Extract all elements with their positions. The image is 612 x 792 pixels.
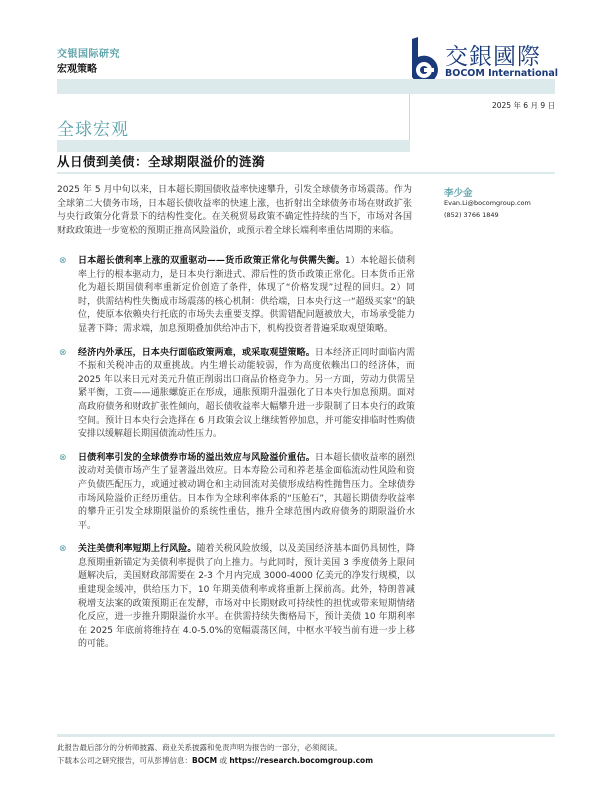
divider — [57, 172, 555, 174]
intro-paragraph: 2025 年 5 月中旬以来，日本超长期国债收益率快速攀升，引发全球债务市场震荡。作为全球第二大债务市场，日本超长债收益率的快速上涨，也折射出全球债务市场在财政扩张与央行政策分化背景下的结构性变化。在关税贸易政策不确定性持续的当下，市场对各国财政政策进一步宽松的预期正推高风险溢价，或预示着全球长端利率重估周期的来临。 — [57, 185, 412, 236]
report-date: 2025 年 6 月 9 日 — [491, 101, 555, 110]
key-points-list — [57, 255, 415, 662]
key-point-lead: 日本超长债利率上涨的双重驱动——货币政策正常化与供需失衡。 — [78, 256, 345, 266]
key-point-lead: 日债利率引发的全球债券市场的溢出效应与风险溢价重估。 — [78, 452, 315, 463]
or-text: 或 — [217, 756, 230, 765]
disclaimer-text: 此报告最后部分的分析师披露、商业关系披露和免责声明为报告的一部分，必须阅读。 — [57, 743, 342, 752]
key-point-body: 日本超长债收益率的剧烈波动对美债市场产生了显著溢出效应。日本寿险公司和养老基金面临流动性风险和资产负债匹配压力，或通过被动调仓和主动回流对美债形成结构性抛售压力。全球债券市场风险溢价正经历重估。日本作为全球利率体系的“压舱石”，其超长期债券收益率的攀升正引发全球期限溢价的系统性重估，推升全球范围内政府债务的期限溢价水平。 — [78, 452, 415, 531]
research-url-link[interactable]: https://research.bocomgroup.com — [229, 756, 374, 765]
key-point — [57, 452, 415, 534]
report-title: 从日债到美债：全球期限溢价的涟漪 — [57, 154, 266, 169]
header-band — [57, 79, 555, 94]
logo-chinese-text: 交銀國際 — [445, 44, 541, 70]
key-point-lead: 关注美债利率短期上行风险。 — [78, 544, 197, 555]
analyst-phone: (852) 3766 1849 — [444, 211, 499, 219]
section-title: 全球宏观 — [57, 120, 129, 140]
key-point-body: 随着关税风险放缓，以及美国经济基本面仍具韧性，降息预期重新锚定为美债利率提供了向上推力。与此同时，预计美国 3 季度债务上限问题解决后，美国财政部需要在 2-3 个月内完成 3000-4000 亿美元的净发行规模，以重建现金缓冲，供给压力下，10 年期美债利率或将重新上探前高。此外，特朗普减税增支法案的政策预期正在发酵，市场对中长期财政可持续性的担忧或带来短期情绪化反应，进一步推升期限溢价水平。在供需持续失衡格局下，预计美债 10 年期利率在 2025 年底前将维持在 4.0-5.0%的宽幅震荡区间，中枢水平较当前有进一步上移的可能。 — [78, 544, 415, 650]
circle-x-icon: ⊗ — [59, 347, 67, 358]
logo-english-text: BOCOM International — [445, 68, 559, 79]
key-point — [57, 347, 415, 442]
analyst-email[interactable]: Evan.Li@bocomgroup.com — [444, 199, 531, 207]
key-point-body: 日本经济正同时面临内需不振和关税冲击的双重挑战。内生增长动能较弱，作为高度依赖出口的经济体，而 2025 年以来日元对美元升值正削弱出口商品价格竞争力。另一方面，劳动力供需呈紧平衡，工资——通胀螺旋正在形成，通胀预期升温强化了日本央行加息预期。面对高政府债务和财政扩张性倾向，超长债收益率大幅攀升进一步限制了日本央行的政策空间。预计日本央行会选择在 6 月政策会议上继续暂停加息，并可能安排临时性购债安排以缓解超长期国债流动性压力。 — [78, 347, 415, 440]
key-point — [57, 255, 415, 337]
key-point-body: 1）本轮超长债利率上行的根本驱动力，是日本央行渐进式、滞后性的货币政策正常化。日本货币正常化为超长期国债利率重新定价创造了条件，体现了“价格发现”过程的回归。2）同时，供需结构性失衡成市场震荡的核心机制：供给端，日本央行这一“超级买家”的缺位，使原本依赖央行托底的市场失去重要支撑。供需错配问题被放大，市场承受能力显著下降；需求端，加息预期叠加供给冲击下，机构投资者普遍采取观望策略。 — [78, 256, 415, 334]
analyst-name: 李少金 — [444, 188, 473, 199]
circle-x-icon: ⊗ — [59, 452, 67, 463]
title-band — [57, 140, 410, 152]
department: 宏观策略 — [57, 64, 97, 75]
key-point-lead: 经济内外承压，日本央行面临政策两难，或采取观望策略。 — [78, 347, 315, 358]
key-point — [57, 543, 415, 652]
circle-x-icon: ⊗ — [59, 256, 67, 266]
footer-divider — [57, 734, 555, 737]
download-prefix: 下载本公司之研究报告，可从彭博信息： — [57, 756, 192, 765]
org-name: 交银国际研究 — [57, 49, 120, 60]
bloomberg-code: BOCM — [192, 756, 218, 765]
download-info — [57, 755, 373, 766]
circle-x-icon: ⊗ — [59, 544, 67, 555]
